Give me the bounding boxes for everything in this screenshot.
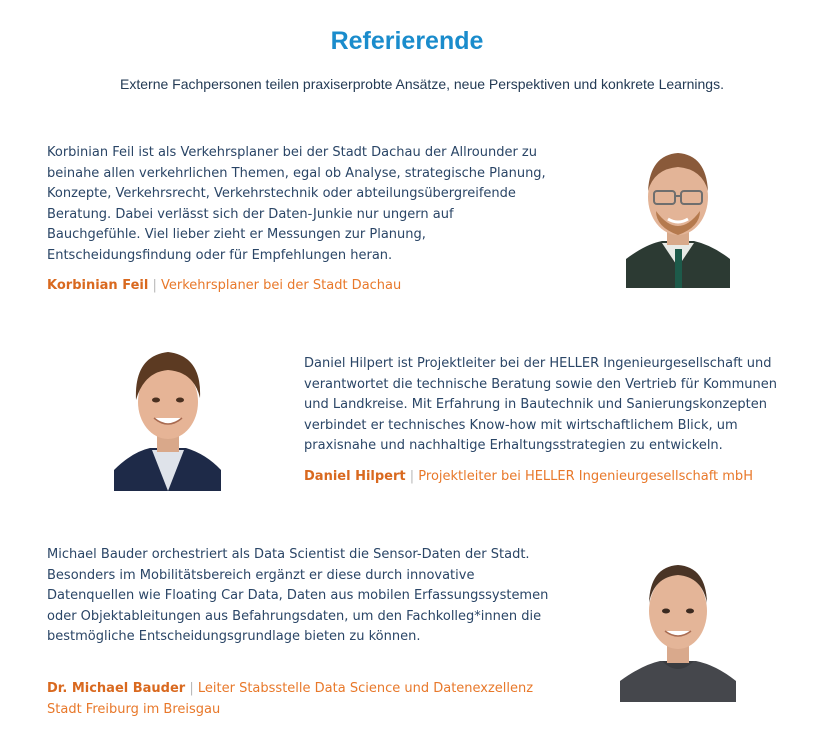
speaker-photo: [620, 553, 736, 702]
speaker-organisation: Stadt Freiburg im Breisgau: [47, 701, 221, 717]
caption-separator: |: [189, 681, 194, 696]
speaker-caption: [304, 467, 804, 488]
speaker-role: Verkehrsplaner bei der Stadt Dachau: [160, 278, 402, 293]
speaker-caption: [47, 276, 567, 297]
speaker-name: Dr. Michael Bauder: [47, 681, 186, 696]
speaker-bio: Michael Bauder orchestriert als Data Scientist die Sensor-Daten der Stadt. Besonders im Mobilitätsbereich ergänzt er diese durch innovative Datenquellen wie Floating Car Data, Daten aus mobilen Erfassungssystemen oder Objektableitungen aus Befahrungsdaten, um den Fachkolleg*innen die bestmögliche Entscheidungsgrundlage bieten zu können.: [47, 547, 549, 644]
speaker-role: Projektleiter bei HELLER Ingenieurgesellschaft mbH: [418, 469, 753, 484]
speaker-role: Leiter Stabsstelle Data Science und Datenexzellenz: [197, 681, 534, 696]
speaker-bio: Daniel Hilpert ist Projektleiter bei der HELLER Ingenieurgesellschaft und verantwortet die technische Beratung sowie den Vertrieb für Kommunen und Landkreise. Mit Erfahrung in Bautechnik und Sanierungskonzepten verbindet er technisches Know-how mit wirtschaftlichem Blick, um praxisnahe und nachhaltige Erhaltungsstrategien zu entwickeln.: [304, 356, 777, 453]
speaker-photo: [114, 342, 221, 491]
page-title: Referierende: [330, 27, 484, 55]
speaker-caption: [47, 679, 567, 720]
speaker-bio: Korbinian Feil ist als Verkehrsplaner bei der Stadt Dachau der Allrounder zu beinahe allen verkehrlichen Themen, egal ob Analyse, strategische Planung, Konzepte, Verkehrsrecht, Verkehrstechnik oder abteilungsübergreifende Beratung. Dabei verlässt sich der Daten-Junkie nur ungern auf Bauchgefühle. Viel lieber zieht er Messungen zur Planung, Entscheidungsfindung oder für Empfehlungen heran.: [47, 145, 546, 263]
speaker-photo: [626, 139, 730, 288]
caption-separator: |: [152, 278, 157, 293]
speaker-name: Daniel Hilpert: [304, 469, 406, 484]
page-subtitle: Externe Fachpersonen teilen praxiserprobte Ansätze, neue Perspektiven und konkrete Learnings.: [120, 76, 724, 92]
speaker-name: Korbinian Feil: [47, 278, 149, 293]
caption-separator: |: [409, 469, 415, 484]
